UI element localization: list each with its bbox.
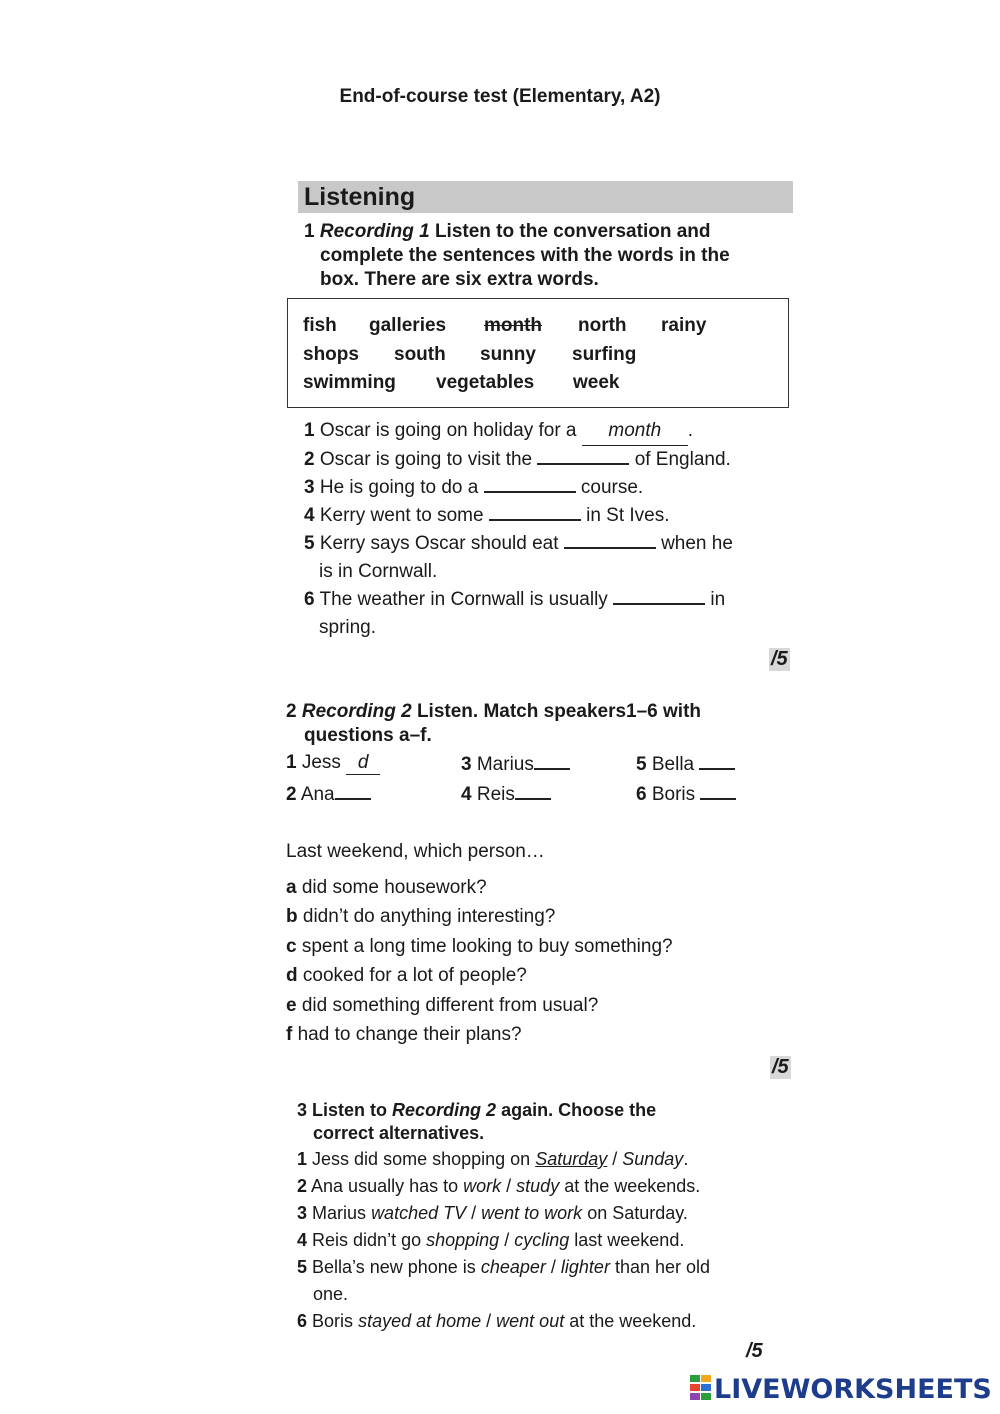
answer-blank[interactable] xyxy=(537,447,629,465)
ex3-sentences xyxy=(297,1146,710,1335)
word-item: sunny xyxy=(480,344,536,365)
speaker-6: 6 Boris xyxy=(636,782,736,806)
word-item: week xyxy=(573,372,620,393)
word-item: surfing xyxy=(572,344,637,365)
liveworksheets-logo xyxy=(690,1374,992,1405)
option[interactable]: shopping xyxy=(426,1230,500,1250)
score-ex2: /5 xyxy=(772,1056,789,1078)
speaker-answer-example: d xyxy=(346,752,380,775)
answer-blank[interactable] xyxy=(564,531,656,549)
option[interactable]: stayed at home xyxy=(358,1311,482,1331)
sentence-5: 5 Kerry says Oscar should eat when he xyxy=(304,533,733,554)
option-selected[interactable]: Saturday xyxy=(535,1149,608,1169)
choice-1: 1 Jess did some shopping on Saturday / Sunday. xyxy=(297,1149,689,1169)
speaker-3: 3 Marius xyxy=(461,752,570,776)
option[interactable]: cycling xyxy=(514,1230,570,1250)
option[interactable]: watched TV xyxy=(371,1203,467,1223)
answer-blank[interactable] xyxy=(484,475,576,493)
speaker-5: 5 Bella xyxy=(636,752,735,776)
answer-blank[interactable] xyxy=(613,587,705,605)
sentence-6: 6 The weather in Cornwall is usually in xyxy=(304,589,726,610)
question-a: a did some housework? xyxy=(286,877,487,898)
ex2-instructions: 2 Recording 2 Listen. Match speakers1–6 with questions a–f. xyxy=(286,701,702,746)
question-d: d cooked for a lot of people? xyxy=(286,965,527,987)
speaker-1: 1 Jess d xyxy=(286,752,380,775)
option[interactable]: Sunday xyxy=(622,1149,684,1169)
ex2-prompt: Last weekend, which person… xyxy=(286,841,545,862)
speaker-4: 4 Reis xyxy=(461,782,551,806)
speaker-answer-blank[interactable] xyxy=(700,782,736,800)
sentence-6-cont: spring. xyxy=(319,617,377,638)
speaker-answer-blank[interactable] xyxy=(515,782,551,800)
choice-6: 6 Boris stayed at home / went out at the weekend. xyxy=(297,1311,697,1331)
word-item: shops xyxy=(303,344,359,365)
question-b: b didn’t do anything interesting? xyxy=(286,906,556,928)
word-item-used: month xyxy=(484,315,543,336)
choice-5: 5 Bella’s new phone is cheaper / lighter than her old xyxy=(297,1257,711,1277)
sentence-3: 3 He is going to do a course. xyxy=(304,477,644,498)
speaker-answer-blank[interactable] xyxy=(335,782,371,800)
speaker-answer-blank[interactable] xyxy=(534,752,570,770)
ex2-questions xyxy=(286,873,673,1049)
option[interactable]: lighter xyxy=(560,1257,610,1277)
ex1-sentences xyxy=(304,417,733,642)
answer-blank-example: month xyxy=(582,417,688,446)
question-c: c spent a long time looking to buy something? xyxy=(286,935,673,957)
liveworksheets-icon xyxy=(690,1375,712,1401)
answer-blank[interactable] xyxy=(489,503,581,521)
ex1-instructions: 1 Recording 1 Listen to the conversation and complete the sentences with the words in the box. There are six extra words. xyxy=(304,221,730,290)
word-box xyxy=(287,298,789,408)
sentence-4: 4 Kerry went to some in St Ives. xyxy=(304,505,670,526)
choice-4: 4 Reis didn’t go shopping / cycling last weekend. xyxy=(297,1230,685,1250)
section-heading xyxy=(298,181,793,213)
sentence-1: 1 Oscar is going on holiday for a month . xyxy=(304,417,733,446)
word-item: swimming xyxy=(303,372,396,393)
word-item: fish xyxy=(303,315,337,336)
word-item: galleries xyxy=(369,315,447,336)
option[interactable]: went to work xyxy=(481,1203,583,1223)
speaker-answer-blank[interactable] xyxy=(699,752,735,770)
question-f: f had to change their plans? xyxy=(286,1024,522,1046)
choice-5-cont: one. xyxy=(313,1284,349,1304)
word-item: rainy xyxy=(661,315,707,336)
option[interactable]: cheaper xyxy=(480,1257,546,1277)
word-item: vegetables xyxy=(436,372,535,393)
sentence-2: 2 Oscar is going to visit the of England. xyxy=(304,449,731,470)
section-heading-label: Listening xyxy=(304,183,416,211)
page-title: End-of-course test (Elementary, A2) xyxy=(339,86,661,107)
question-e: e did something different from usual? xyxy=(286,994,599,1016)
choice-2: 2 Ana usually has to work / study at the weekends. xyxy=(297,1176,701,1196)
score-ex1: /5 xyxy=(771,648,788,670)
choice-3: 3 Marius watched TV / went to work on Saturday. xyxy=(297,1203,688,1223)
option[interactable]: went out xyxy=(496,1311,565,1331)
ex3-instructions: 3 Listen to Recording 2 again. Choose the correct alternatives. xyxy=(297,1100,657,1143)
speaker-2: 2 Ana xyxy=(286,782,371,806)
option[interactable]: work xyxy=(463,1176,502,1196)
word-item: south xyxy=(394,344,446,365)
score-ex3: /5 xyxy=(746,1340,763,1362)
sentence-5-cont: is in Cornwall. xyxy=(319,561,438,582)
option[interactable]: study xyxy=(516,1176,560,1196)
word-item: north xyxy=(578,315,627,336)
logo-text: LIVEWORKSHEETS xyxy=(714,1374,992,1405)
